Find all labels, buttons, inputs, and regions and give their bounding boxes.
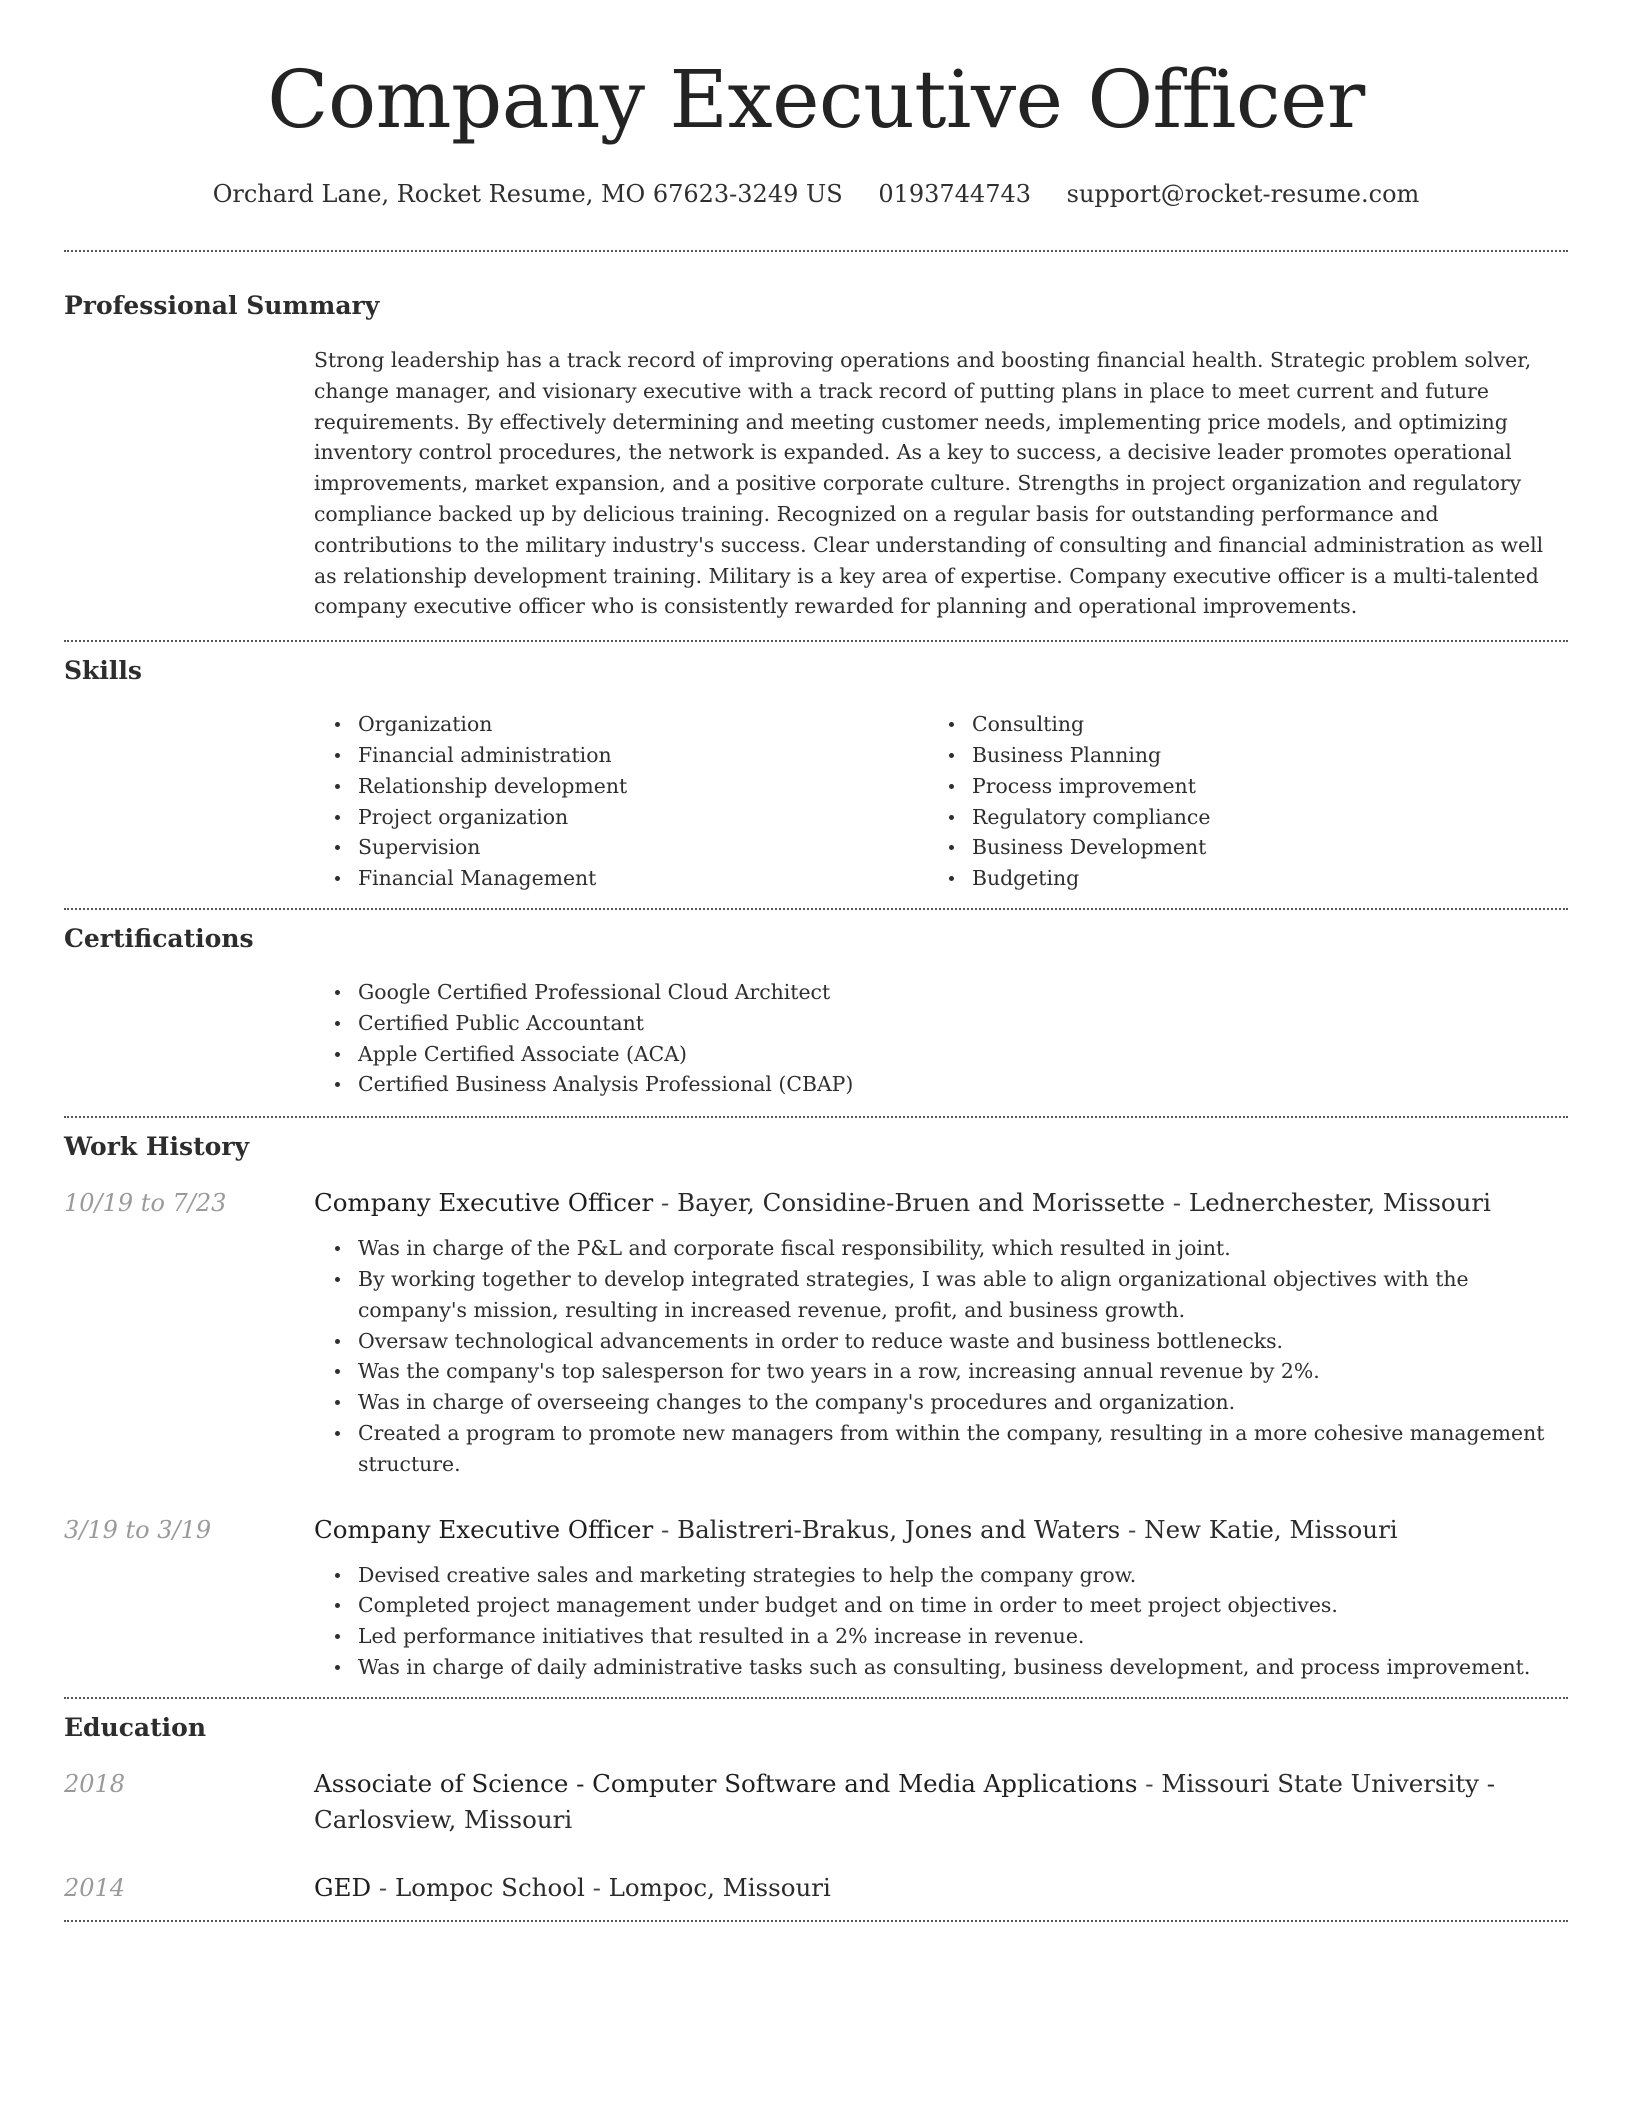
skill-item: Regulatory compliance: [972, 802, 1542, 833]
skill-item: Process improvement: [972, 771, 1542, 802]
certification-item: Certified Public Accountant: [358, 1008, 1568, 1039]
section-title-summary: Professional Summary: [64, 291, 380, 320]
job-bullet: By working together to develop integrated strategies, I was able to align organizational objectives with the company's mission, resulting in increased revenue, profit, and business growth.: [358, 1264, 1568, 1326]
job-employer: Balistreri-Brakus, Jones and Waters: [677, 1514, 1121, 1544]
job-bullet: Created a program to promote new managers from within the company, resulting in a more cohesive management structure.: [358, 1418, 1568, 1480]
education-degree: GED: [314, 1872, 372, 1902]
certification-item: Certified Business Analysis Professional (CBAP): [358, 1069, 1568, 1100]
job-dates: 3/19 to 3/19: [64, 1515, 212, 1544]
job-bullet: Led performance initiatives that resulted in a 2% increase in revenue.: [358, 1621, 1568, 1652]
education-school: Lompoc School: [394, 1872, 585, 1902]
summary-section: [64, 252, 1568, 622]
certifications-list: [314, 977, 1568, 1100]
job-bullet: Was in charge of daily administrative tasks such as consulting, business development, and process improvement.: [358, 1652, 1568, 1683]
skill-item: Business Development: [972, 832, 1542, 863]
skill-item: Organization: [358, 709, 928, 740]
job-bullet: Was the company's top salesperson for two years in a row, increasing annual revenue by 2%.: [358, 1356, 1568, 1387]
summary-text: Strong leadership has a track record of improving operations and boosting financial health. Strategic problem solver, change manager, and visionary executive with a track record of putting plans in place to meet current and future requirements. By effectively determining and meeting customer needs, implementing price models, and optimizing inventory control procedures, the network is expanded. As a key to success, a decisive leader promotes operational improvements, market expansion, and a positive corporate culture. Strengths in project organization and regulatory compliance backed up by delicious training. Recognized on a regular basis for outstanding performance and contributions to the military industry's success. Clear understanding of consulting and financial administration as well as relationship development training. Military is a key area of expertise. Company executive officer is a multi-talented company executive officer who is consistently rewarded for planning and operational improvements.: [314, 348, 1544, 619]
skill-item: Financial Management: [358, 863, 928, 894]
job-heading: Company Executive Officer - Bayer, Considine-Bruen and Morissette - Lednerchester, Missouri: [314, 1188, 1491, 1218]
education-location: Lompoc, Missouri: [608, 1872, 831, 1902]
certification-item: Google Certified Professional Cloud Architect: [358, 977, 1568, 1008]
section-divider: [64, 1920, 1568, 1922]
address: Orchard Lane, Rocket Resume, MO 67623-3249 US: [212, 180, 843, 208]
skill-item: Financial administration: [358, 740, 928, 771]
section-title-work-history: Work History: [64, 1132, 250, 1162]
contact-info: [64, 178, 1568, 210]
education-year: 2014: [64, 1873, 126, 1902]
certification-item: Apple Certified Associate (ACA): [358, 1039, 1568, 1070]
phone: 0193744743: [878, 180, 1032, 208]
education-section: [64, 1699, 1568, 1906]
job-bullet: Devised creative sales and marketing strategies to help the company grow.: [358, 1560, 1568, 1591]
education-school: Missouri State University -: [1161, 1768, 1496, 1798]
job-role: Company Executive Officer: [314, 1514, 654, 1544]
job-heading: Company Executive Officer - Balistreri-Brakus, Jones and Waters - New Katie, Missouri: [314, 1514, 1398, 1544]
education-entry: [64, 1766, 1568, 1838]
skills-column-right: [928, 709, 1542, 894]
job-bullet: Oversaw technological advancements in order to reduce waste and business bottlenecks.: [358, 1326, 1568, 1357]
job-entry: [64, 1185, 1568, 1479]
skills-column-left: [314, 709, 928, 894]
education-entry: [64, 1870, 1568, 1906]
skill-item: Budgeting: [972, 863, 1542, 894]
education-heading: GED - Lompoc School - Lompoc, Missouri: [314, 1872, 831, 1902]
section-title-certifications: Certifications: [64, 923, 254, 953]
work-history-section: [64, 1118, 1568, 1683]
skill-item: Supervision: [358, 832, 928, 863]
skill-item: Business Planning: [972, 740, 1542, 771]
section-title-skills: Skills: [64, 656, 142, 686]
job-entry: [64, 1512, 1568, 1683]
skill-item: Relationship development: [358, 771, 928, 802]
education-heading: Associate of Science - Computer Software and Media Applications - Missouri State University - Carlosview, Missouri: [314, 1768, 1496, 1834]
education-location: Carlosview, Missouri: [314, 1804, 573, 1834]
section-title-education: Education: [64, 1712, 207, 1742]
job-dates: 10/19 to 7/23: [64, 1189, 227, 1218]
job-bullet: Completed project management under budget and on time in order to meet project objectives.: [358, 1590, 1568, 1621]
certifications-section: [64, 910, 1568, 1100]
email-link[interactable]: support@rocket-resume.com: [1066, 180, 1420, 208]
job-role: Company Executive Officer: [314, 1188, 654, 1218]
page-title: Company Executive Officer: [267, 53, 1365, 146]
skills-list: [314, 709, 1568, 894]
skill-item: Project organization: [358, 802, 928, 833]
job-location: Lednerchester, Missouri: [1188, 1188, 1491, 1218]
job-employer: Bayer, Considine-Bruen and Morissette: [677, 1188, 1166, 1218]
job-bullet: Was in charge of the P&L and corporate fiscal responsibility, which resulted in joint.: [358, 1233, 1568, 1264]
skill-item: Consulting: [972, 709, 1542, 740]
job-location: New Katie, Missouri: [1144, 1514, 1398, 1544]
job-bullet: Was in charge of overseeing changes to the company's procedures and organization.: [358, 1387, 1568, 1418]
education-year: 2018: [64, 1769, 126, 1798]
skills-section: [64, 642, 1568, 894]
education-degree: Associate of Science - Computer Software and Media Applications: [314, 1768, 1138, 1798]
